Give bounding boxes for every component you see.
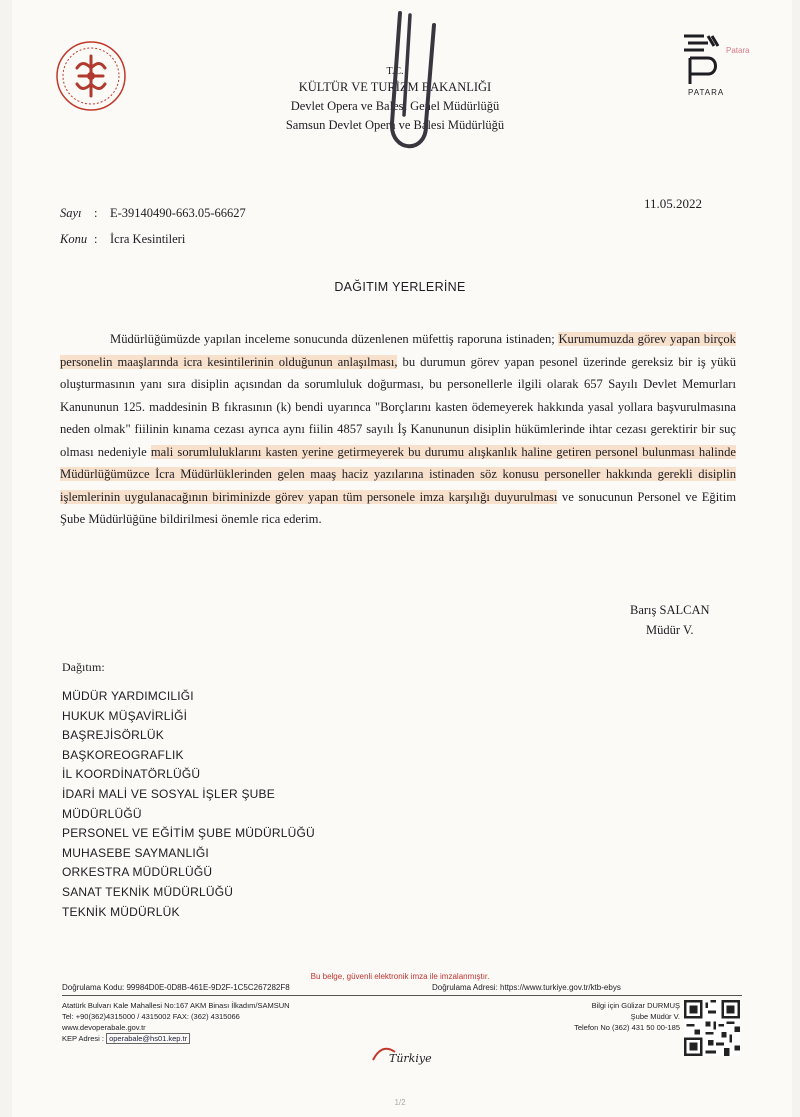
phone-fax: Tel: +90(362)4315000 / 4315002 FAX: (362) 4315066 <box>62 1012 240 1021</box>
info-phone: Telefon No (362) 431 50 00-185 <box>574 1023 680 1032</box>
signer-title: Müdür V. <box>646 623 694 637</box>
distribution-item: BAŞREJİSÖRLÜK <box>62 728 164 743</box>
brand-wordmark: Türkiye <box>389 1052 432 1065</box>
distribution-item: TEKNİK MÜDÜRLÜK <box>62 904 180 919</box>
body-paragraph <box>60 328 736 531</box>
distribution-heading: Dağıtım: <box>62 660 105 674</box>
patara-wordmark: PATARA <box>688 88 725 97</box>
ministry-logo <box>55 40 127 112</box>
konu-value: İcra Kesintileri <box>110 232 186 246</box>
distribution-item: SANAT TEKNİK MÜDÜRLÜĞÜ <box>62 884 234 899</box>
paper-clip-icon <box>370 5 450 165</box>
distribution-item: MÜDÜR YARDIMCILIĞI <box>62 689 194 703</box>
info-block <box>530 1000 680 1033</box>
header-directorate: Devlet Opera ve Balesi Genel Müdürlüğü <box>290 99 500 113</box>
postal-address: Atatürk Bulvarı Kale Mahallesi No:167 AKM Binası İlkadım/SAMSUN <box>62 1001 290 1010</box>
patara-emblem-icon <box>678 30 728 86</box>
kep-row <box>62 1033 290 1044</box>
header-ministry: KÜLTÜR VE TURİZM BAKANLIĞI <box>298 80 492 94</box>
distribution-item: HUKUK MÜŞAVİRLİĞİ <box>62 708 188 723</box>
kep-label: KEP Adresi : <box>62 1034 107 1043</box>
info-contact: Bilgi için Gülizar DURMUŞ <box>591 1001 680 1010</box>
sayi-row <box>60 206 246 221</box>
sayi-separator: : <box>94 206 98 220</box>
body-sentence-3: bu durumun görev yapan pesonel üzerinde gereksiz bir iş yükü oluşturmasının yanı sıra disiplin açısından da sorumluluk doğurması, bu personellerle ilgili olarak 657 Sayılı Devlet Memurları Kanununun 125. maddesinin B fıkrasının (k) bendi uyarınca "Borçlarını kasten ödemeyerek hakkında yasal yollara başvurulmasına neden olmak" fiilinin kınama cezası ayrıca aynı fiilin 4857 sayılı İş Kanununun disiplin hükümlerinde ihtar cezası gerektirir bir suç olması nedeniyle <box>60 354 736 459</box>
header-sub-directorate: Samsun Devlet Opera ve Balesi Müdürlüğü <box>285 118 505 132</box>
body-highlight-2: mali sorumluluklarını kasten yerine getirmeyerek bu durumu alışkanlık haline getiren personel bulunması halinde Müdürlüğümüzce İcra Müdürlüklerinden gelen maaş haciz yazılarına istinaden söz konusu personeller hakkında gerekli disiplin işlemlerinin uygulanacağının biriminizde görev yapan tüm personele imza karşılığı duyurulması <box>60 444 736 504</box>
body-sentence-5: ve sonucunun Personel ve Eğitim Şube Müdürlüğüne bildirilmesi önemle rica ederim. <box>60 489 736 526</box>
document-date: 11.05.2022 <box>644 196 703 211</box>
patara-logo <box>678 30 758 100</box>
signer-name: Barış SALCAN <box>630 603 710 617</box>
distribution-item: ORKESTRA MÜDÜRLÜĞÜ <box>62 865 213 880</box>
qr-code-icon <box>684 1000 740 1056</box>
page-number: 1/2 <box>394 1098 406 1107</box>
contact-block <box>62 1000 290 1044</box>
konu-separator: : <box>94 232 98 246</box>
distribution-item: MÜDÜRLÜĞÜ <box>62 806 142 821</box>
signature-block <box>630 600 710 640</box>
document-page <box>12 0 792 1117</box>
website-link[interactable]: www.devoperabale.gov.tr <box>62 1023 146 1032</box>
info-title: Şube Müdür V. <box>630 1012 680 1021</box>
verification-address[interactable]: Doğrulama Adresi: https://www.turkiye.gov.tr/ktb-ebys <box>432 983 621 992</box>
footer-divider <box>62 995 742 996</box>
distribution-item: PERSONEL VE EĞİTİM ŞUBE MÜDÜRLÜĞÜ <box>62 826 315 841</box>
konu-row <box>60 232 185 247</box>
document-title: DAĞITIM YERLERİNE <box>334 280 466 294</box>
distribution-list <box>62 687 315 922</box>
letter-body <box>60 328 736 531</box>
kep-address[interactable]: operabale@hs01.kep.tr <box>106 1033 190 1044</box>
body-highlight-1: Kurumumuzda görev yapan birçok personelin maaşlarında icra kesintilerinin olduğunun anlaşılması, <box>60 332 736 369</box>
sayi-value: E-39140490-663.05-66627 <box>110 206 246 220</box>
body-sentence-1: Müdürlüğümüzde yapılan inceleme sonucunda düzenlenen müfettiş raporuna istinaden; <box>110 332 555 346</box>
turkiye-brand-logo <box>365 1038 445 1068</box>
distribution-item: MUHASEBE SAYMANLIĞI <box>62 845 209 860</box>
distribution-item: İL KOORDİNATÖRLÜĞÜ <box>62 767 201 782</box>
esign-notice: Bu belge, güvenli elektronik imza ile imzalanmıştır. <box>310 972 490 981</box>
verification-code: Doğrulama Kodu: 99984D0E-0D8B-461E-9D2F-1C5C267282F8 <box>62 983 290 992</box>
konu-label: Konu <box>60 232 88 246</box>
patara-stamp-text: Patara <box>726 46 750 55</box>
distribution-item: İDARİ MALİ VE SOSYAL İŞLER ŞUBE <box>62 786 275 801</box>
sayi-label: Sayı <box>60 206 82 220</box>
header-tc: T.C. <box>386 66 404 77</box>
distribution-item: BAŞKOREOGRAFLIK <box>62 747 184 762</box>
